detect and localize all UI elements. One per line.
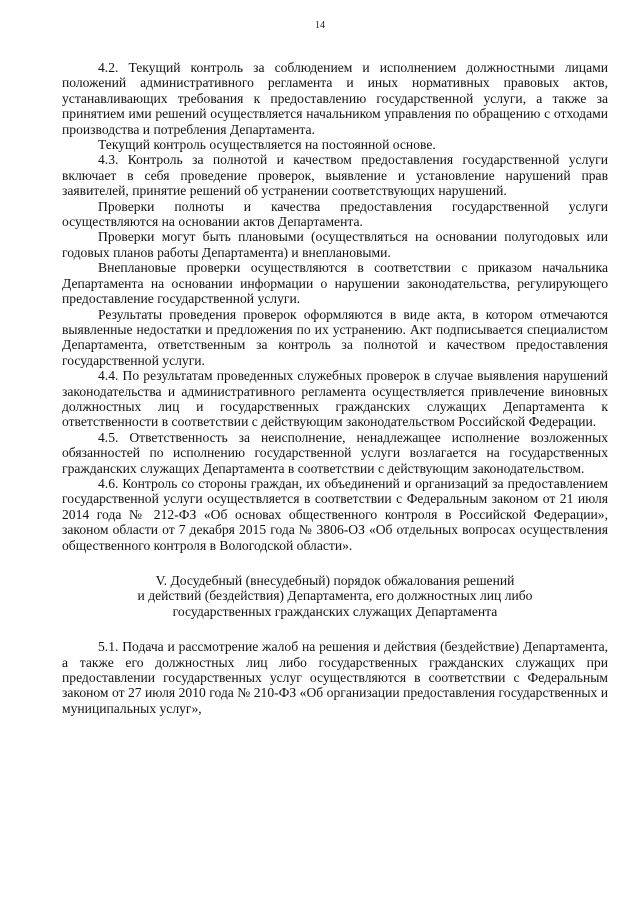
paragraph-checks-types: Проверки могут быть плановыми (осуществляться на основании полугодовых или годовых планов работы Департамента) и внеплановыми.: [62, 229, 608, 260]
paragraph-4-2: 4.2. Текущий контроль за соблюдением и исполнением должностными лицами положений административного регламента и иных нормативных правовых актов, устанавливающих требования к предоставлению государственной услуги, а также за принятием ими решений осуществляется начальником управления по обращению с отходами производства и потребления Департамента.: [62, 60, 608, 137]
document-body: [62, 60, 608, 716]
paragraph-checks-basis: Проверки полноты и качества предоставления государственной услуги осуществляются на основании актов Департамента.: [62, 198, 608, 230]
section-heading-line: V. Досудебный (внесудебный) порядок обжалования решений: [155, 573, 515, 588]
section-v-heading: [62, 573, 608, 619]
paragraph-5-1: 5.1. Подача и рассмотрение жалоб на решения и действия (бездействие) Департамента, а также его должностных лиц либо государственных гражданских служащих при предоставлении государственных услуг осуществляются в соответствии с Федеральным законом от 27 июля 2010 года № 210-ФЗ «Об организации предоставления государственных и муниципальных услуг»,: [62, 639, 608, 716]
paragraph-unscheduled-checks: Внеплановые проверки осуществляются в соответствии с приказом начальника Департамента на основании информации о нарушении законодательства, регулирующего предоставление государственной услуги.: [62, 260, 608, 307]
page-number: 14: [315, 20, 325, 31]
paragraph-4-4: 4.4. По результатам проведенных служебных проверок в случае выявления нарушений законодательства и административного регламента осуществляется привлечение виновных должностных лиц и государственных гражданских служащих Департамента к ответственности в соответствии с действующим законодательством Российской Федерации.: [62, 368, 608, 430]
paragraph-4-5: 4.5. Ответственность за неисполнение, ненадлежащее исполнение возложенных обязанностей по исполнению государственной услуги возлагается на государственных гражданских служащих Департамента в соответствии с действующим законодательством.: [62, 429, 608, 476]
paragraph-4-6: 4.6. Контроль со стороны граждан, их объединений и организаций за предоставлением государственной услуги осуществляется в соответствии с Федеральным законом от 21 июля 2014 года № 212-ФЗ «Об основах общественного контроля в Российской Федерации», законом области от 7 декабря 2015 года № 3806-ОЗ «Об отдельных вопросах осуществления общественного контроля в Вологодской области».: [62, 475, 608, 553]
section-heading-line: государственных гражданских служащих Департамента: [172, 603, 498, 619]
paragraph-check-results: Результаты проведения проверок оформляются в виде акта, в котором отмечаются выявленные недостатки и предложения по их устранению. Акт подписывается специалистом Департамента, ответственным за контроль за полнотой и качеством предоставления государственной услуги.: [62, 306, 608, 368]
section-heading-line: и действий (бездействия) Департамента, его должностных лиц либо: [137, 588, 533, 604]
paragraph-current-control: Текущий контроль осуществляется на постоянной основе.: [98, 137, 436, 153]
paragraph-4-3: 4.3. Контроль за полнотой и качеством предоставления государственной услуги включает в себя проведение проверок, выявление и установление нарушений прав заявителей, принятие решений об устранении соответствующих нарушений.: [62, 152, 608, 199]
